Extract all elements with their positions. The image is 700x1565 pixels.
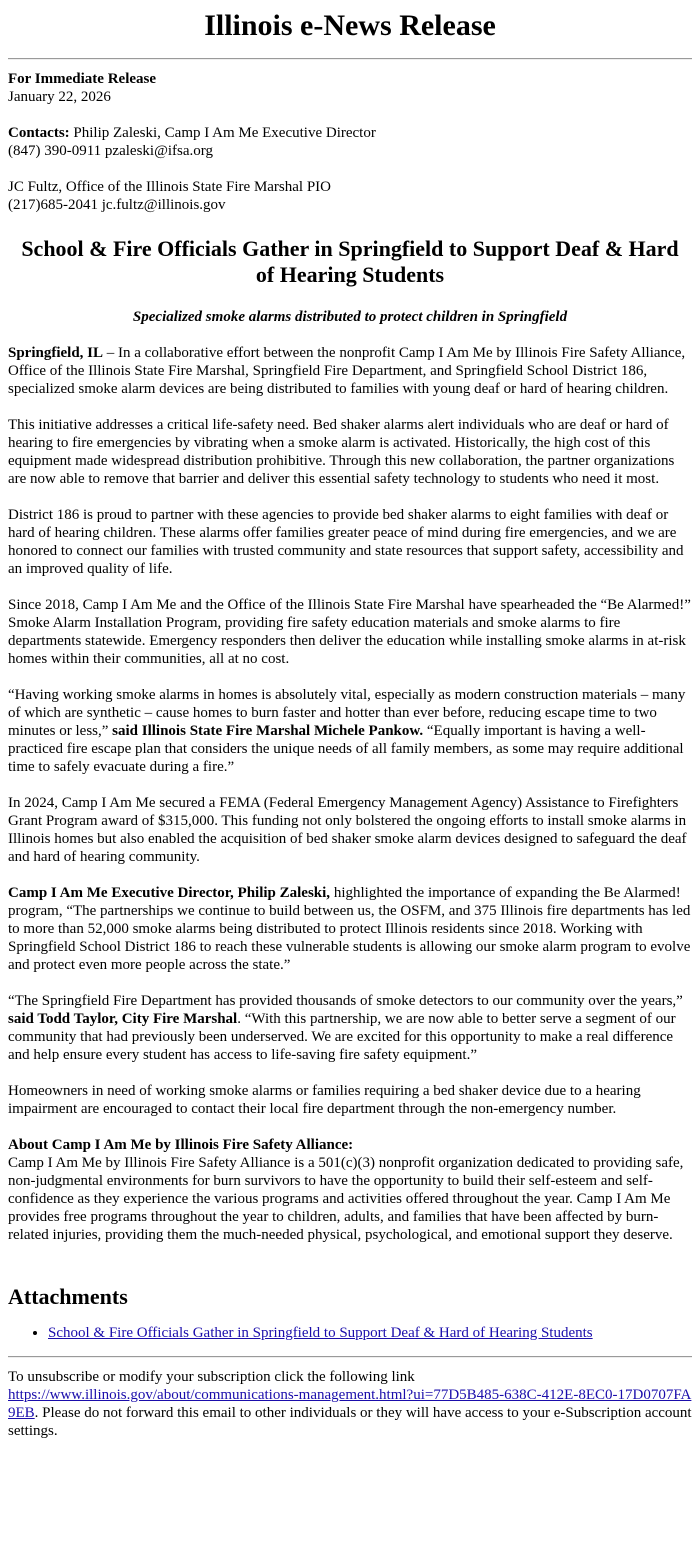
paragraph-1: Springfield, IL – In a collaborative effort between the nonprofit Camp I Am Me by Illinois Fire Safety Alliance, Office of the Illinois State Fire Marshal, Springfield Fire Department, and Springfield School District 186, specialized smoke alarm devices are being distributed to families with young deaf or hard of hearing children. [8,345,686,397]
bottom-divider [8,1356,692,1358]
footer-intro: To unsubscribe or modify your subscription click the following link [8,1369,415,1385]
footer-outro: . Please do not forward this email to other individuals or they will have access to your e-Subscription account settings. [8,1405,692,1439]
paragraph-9: Homeowners in need of working smoke alarms or families requiring a bed shaker device due to a hearing impairment are encouraged to contact their local fire department through the non-emergency number. [8,1083,641,1117]
footer [8,1368,692,1440]
paragraph-6: In 2024, Camp I Am Me secured a FEMA (Federal Emergency Management Agency) Assistance to Firefighters Grant Program award of $315,000. This funding not only bolstered the ongoing efforts to install smoke alarms in Illinois homes but also enabled the acquisition of bed shaker smoke alarm devices designed to safeguard the deaf and hard of hearing community. [8,795,687,865]
paragraph-5: “Having working smoke alarms in homes is absolutely vital, especially as modern construction materials – many of which are synthetic – cause homes to burn faster and hotter than ever before, reducing escape time to two minutes or less,” said Illinois State Fire Marshal Michele Pankow. “Equally important is having a well-practiced fire escape plan that considers the unique needs of all family members, as some may require additional time to safely evacuate during a fire.” [8,687,686,775]
quote-attribution-city-marshal: said Todd Taylor, City Fire Marshal [8,1011,238,1027]
paragraph-3: District 186 is proud to partner with these agencies to provide bed shaker alarms to eight families with deaf or hard of hearing children. These alarms offer families greater peace of mind during fire emergencies, and we are honored to connect our families with trusted community and state resources that support safety, accessibility and an improved quality of life. [8,507,684,577]
about-heading: About Camp I Am Me by Illinois Fire Safety Alliance: [8,1137,354,1153]
about-section [8,1136,692,1244]
attachments-heading: Attachments [8,1284,128,1309]
paragraph-4: Since 2018, Camp I Am Me and the Office of the Illinois State Fire Marshal have spearheaded the “Be Alarmed!” Smoke Alarm Installation Program, providing fire safety education materials and smoke alarms to fire departments statewide. Emergency responders then deliver the education while installing smoke alarms in at-risk homes within their communities, all at no cost. [8,597,691,667]
about-text: Camp I Am Me by Illinois Fire Safety Alliance is a 501(c)(3) nonprofit organization dedicated to providing safe, non-judgmental environments for burn survivors to have the opportunity to build their self-esteem and self-confidence as they experience the various programs and activities offered throughout the year. Camp I Am Me provides free programs throughout the year to children, adults, and families that have been affected by burn-related injuries, providing them the much-needed physical, psychological, and emotional support they deserve. [8,1155,684,1243]
paragraph-8: “The Springfield Fire Department has provided thousands of smoke detectors to our community over the years,” said Todd Taylor, City Fire Marshal. “With this partnership, we are now able to better serve a segment of our community that had previously been underserved. We are excited for this opportunity to make a real difference and help ensure every student has access to life-saving fire safety equipment.” [8,993,683,1063]
contact-2-name: JC Fultz, Office of the Illinois State Fire Marshal PIO [8,179,332,195]
dateline: Springfield, IL [8,345,104,361]
paragraph-2: This initiative addresses a critical life-safety need. Bed shaker alarms alert individuals who are deaf or hard of hearing to fire emergencies by vibrating when a smoke alarm is activated. Historically, the high cost of this equipment made widespread distribution prohibitive. Through this new collaboration, the partner organizations are now able to remove that barrier and deliver this essential safety technology to students who need it most. [8,417,675,487]
release-label: For Immediate Release [8,71,157,87]
email-body [0,8,700,1440]
contacts [8,124,692,214]
release-info [8,70,692,106]
contact-2-details: (217)685-2041 jc.fultz@illinois.gov [8,197,226,213]
paragraph-7: Camp I Am Me Executive Director, Philip Zaleski, highlighted the importance of expanding the Be Alarmed! program, “The partnerships we continue to build between us, the OSFM, and 375 Illinois fire departments has led to more than 52,000 smoke alarms being distributed to protect Illinois residents since 2018. Working with Springfield School District 186 to reach these vulnerable students is allowing our smoke alarm program to evolve and protect even more people across the state.” [8,885,691,973]
headline: School & Fire Officials Gather in Springfield to Support Deaf & Hard of Hearing Students [21,236,679,287]
contact-1-name: Philip Zaleski, Camp I Am Me Executive Director [73,125,376,141]
quote-attribution-director: Camp I Am Me Executive Director, Philip Zaleski, [8,885,331,901]
subheadline: Specialized smoke alarms distributed to protect children in Springfield [132,309,568,325]
unsubscribe-link[interactable]: https://www.illinois.gov/about/communications-management.html?ui=77D5B485-638C-412E-8EC0-17D0707FA9EB [8,1387,692,1421]
quote-attribution-fire-marshal: said Illinois State Fire Marshal Michele Pankow. [112,723,424,739]
top-divider [8,58,692,60]
attachment-item [48,1324,692,1342]
attachment-link[interactable]: School & Fire Officials Gather in Springfield to Support Deaf & Hard of Hearing Students [48,1325,593,1341]
release-date: January 22, 2026 [8,89,111,105]
contacts-label: Contacts: [8,125,70,141]
masthead-title: Illinois e-News Release [204,9,496,42]
contact-1-details: (847) 390-0911 pzaleski@ifsa.org [8,143,214,159]
attachments-list [8,1324,692,1342]
